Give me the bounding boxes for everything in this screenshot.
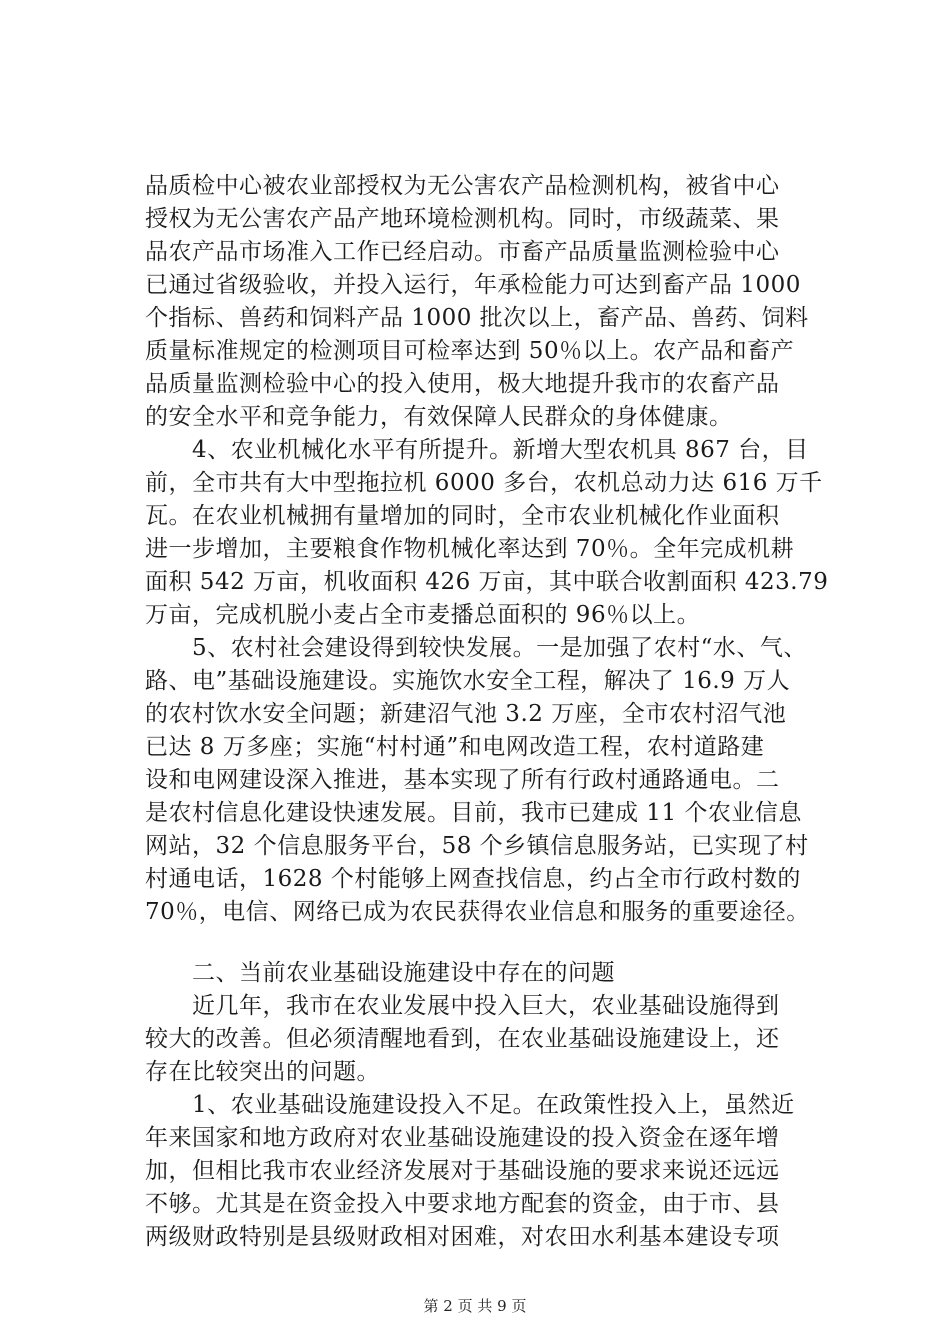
- text-line: 路、电”基础设施建设。实施饮水安全工程，解决了 16.9 万人: [145, 668, 791, 694]
- page-footer: [0, 1295, 950, 1316]
- text-line: 较大的改善。但必须清醒地看到，在农业基础设施建设上，还: [145, 1026, 780, 1052]
- text-line: 品农产品市场准入工作已经启动。市畜产品质量监测检验中心: [145, 239, 780, 265]
- text-line: 个指标、兽药和饲料产品 1000 批次以上，畜产品、兽药、饲料: [145, 305, 809, 331]
- text-line: 是农村信息化建设快速发展。目前，我市已建成 11 个农业信息: [145, 800, 802, 826]
- text-line: 近几年，我市在农业发展中投入巨大，农业基础设施得到: [192, 993, 780, 1019]
- text-line: 授权为无公害农产品产地环境检测机构。同时，市级蔬菜、果: [145, 206, 780, 232]
- text-line: 网站，32 个信息服务平台，58 个乡镇信息服务站，已实现了村: [145, 833, 809, 859]
- text-line: 已通过省级验收，并投入运行，年承检能力可达到畜产品 1000: [145, 272, 801, 298]
- text-line: 的安全水平和竞争能力，有效保障人民群众的身体健康。: [145, 404, 733, 430]
- text-line: 品质量监测检验中心的投入使用，极大地提升我市的农畜产品: [145, 371, 780, 397]
- section-heading: 二、当前农业基础设施建设中存在的问题: [192, 960, 615, 986]
- text-line: 5、农村社会建设得到较快发展。一是加强了农村“水、气、: [192, 635, 807, 661]
- document-body: [145, 170, 865, 1254]
- text-line: 两级财政特别是县级财政相对困难，对农田水利基本建设专项: [145, 1224, 780, 1250]
- text-line: 质量标准规定的检测项目可检率达到 50％以上。农产品和畜产: [145, 338, 795, 364]
- text-line: 村通电话，1628 个村能够上网查找信息，约占全市行政村数的: [145, 866, 801, 892]
- paragraph-gap: [145, 929, 865, 957]
- text-line: 70％，电信、网络已成为农民获得农业信息和服务的重要途径。: [145, 899, 810, 925]
- text-line: 设和电网建设深入推进，基本实现了所有行政村通路通电。二: [145, 767, 780, 793]
- text-line: 年来国家和地方政府对农业基础设施建设的投入资金在逐年增: [145, 1125, 780, 1151]
- text-line: 已达 8 万多座；实施“村村通”和电网改造工程，农村道路建: [145, 734, 765, 760]
- text-line: 1、农业基础设施建设投入不足。在政策性投入上，虽然近: [192, 1092, 795, 1118]
- text-line: 瓦。在农业机械拥有量增加的同时，全市农业机械化作业面积: [145, 503, 780, 529]
- text-line: 的农村饮水安全问题；新建沼气池 3.2 万座，全市农村沼气池: [145, 701, 787, 727]
- text-line: 前，全市共有大中型拖拉机 6000 多台，农机总动力达 616 万千: [145, 470, 823, 496]
- text-line: 品质检中心被农业部授权为无公害农产品检测机构，被省中心: [145, 173, 780, 199]
- text-line: 万亩，完成机脱小麦占全市麦播总面积的 96％以上。: [145, 602, 701, 628]
- text-line: 进一步增加，主要粮食作物机械化率达到 70％。全年完成机耕: [145, 536, 795, 562]
- text-line: 存在比较突出的问题。: [145, 1059, 380, 1085]
- text-line: 面积 542 万亩，机收面积 426 万亩，其中联合收割面积 423.79: [145, 569, 829, 595]
- text-line: 4、农业机械化水平有所提升。新增大型农机具 867 台，目: [192, 437, 809, 463]
- text-line: 加，但相比我市农业经济发展对于基础设施的要求来说还远远: [145, 1158, 780, 1184]
- text-line: 不够。尤其是在资金投入中要求地方配套的资金，由于市、县: [145, 1191, 780, 1217]
- page-number-label: 第 2 页 共 9 页: [423, 1297, 527, 1315]
